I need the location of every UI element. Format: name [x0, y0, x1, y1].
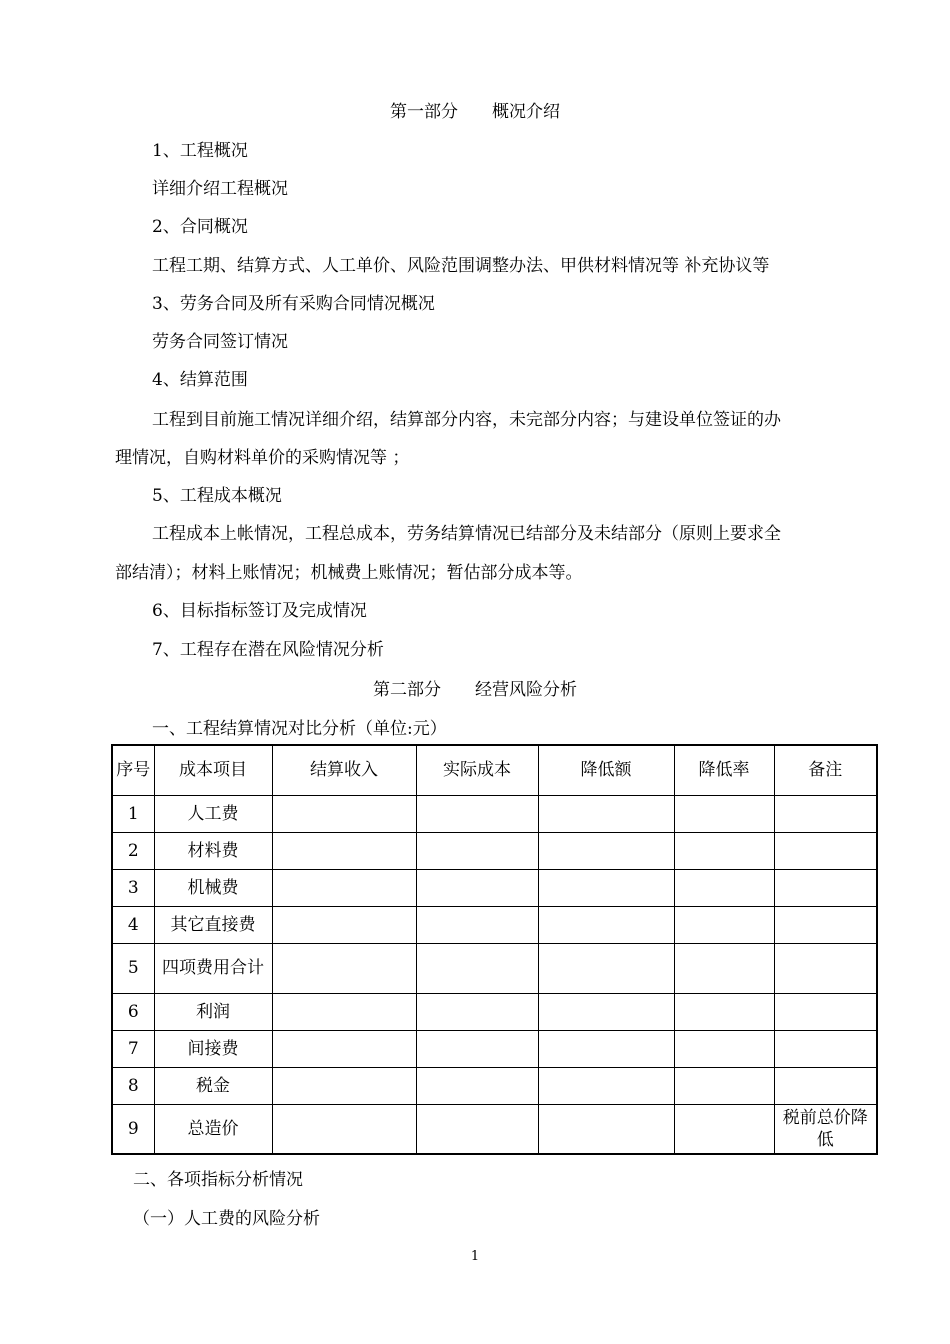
header-actual-cost: 实际成本: [416, 745, 538, 795]
paragraph-3: 劳务合同签订情况: [152, 332, 288, 352]
cell-income: [272, 943, 416, 993]
cell-reduction: [538, 1104, 674, 1154]
row-item: 四项费用合计: [154, 943, 272, 993]
cell-reduction-rate: [674, 906, 774, 943]
table-row: [112, 869, 877, 906]
table-row: [112, 1030, 877, 1067]
cell-reduction: [538, 795, 674, 832]
paragraph-4-line2: 理情况，自购材料单价的采购情况等 ；: [115, 448, 410, 468]
heading-1: 1、工程概况: [152, 141, 248, 161]
cell-actual-cost: [416, 993, 538, 1030]
table-row: [112, 906, 877, 943]
cell-reduction: [538, 906, 674, 943]
row-item: 其它直接费: [154, 906, 272, 943]
table-row: [112, 943, 877, 993]
cell-reduction: [538, 832, 674, 869]
table-caption: 一、工程结算情况对比分析（单位:元）: [152, 719, 447, 739]
heading-7: 7、工程存在潜在风险情况分析: [152, 640, 384, 660]
paragraph-1: 详细介绍工程概况: [152, 179, 288, 199]
part2-title: 第二部分 经营风险分析: [373, 680, 577, 700]
cell-reduction: [538, 1030, 674, 1067]
cell-reduction-rate: [674, 795, 774, 832]
heading-2: 2、合同概况: [152, 217, 248, 237]
table-header-row: [112, 745, 877, 795]
table-row: [112, 993, 877, 1030]
row-note: [774, 1067, 877, 1104]
cell-income: [272, 795, 416, 832]
comparison-table: [111, 744, 878, 1155]
cell-reduction: [538, 993, 674, 1030]
row-note: [774, 869, 877, 906]
cell-reduction: [538, 869, 674, 906]
page-number: 1: [470, 1249, 480, 1264]
cell-actual-cost: [416, 1104, 538, 1154]
cell-income: [272, 906, 416, 943]
row-no: 9: [112, 1104, 154, 1154]
cell-reduction: [538, 943, 674, 993]
cell-reduction-rate: [674, 1067, 774, 1104]
row-no: 4: [112, 906, 154, 943]
heading-6: 6、目标指标签订及完成情况: [152, 601, 367, 621]
table-row: [112, 832, 877, 869]
row-note: [774, 943, 877, 993]
cell-actual-cost: [416, 1067, 538, 1104]
row-no: 2: [112, 832, 154, 869]
cell-reduction-rate: [674, 943, 774, 993]
paragraph-2: 工程工期、结算方式、人工单价、风险范围调整办法、甲供材料情况等 补充协议等: [152, 256, 770, 276]
part1-title: 第一部分 概况介绍: [390, 102, 560, 122]
header-note: 备注: [774, 745, 877, 795]
row-note: [774, 795, 877, 832]
row-no: 7: [112, 1030, 154, 1067]
cell-actual-cost: [416, 943, 538, 993]
cell-income: [272, 1030, 416, 1067]
row-item: 利润: [154, 993, 272, 1030]
table-row: [112, 795, 877, 832]
cell-income: [272, 1067, 416, 1104]
row-note: [774, 832, 877, 869]
row-no: 1: [112, 795, 154, 832]
heading-4: 4、结算范围: [152, 370, 248, 390]
row-item: 材料费: [154, 832, 272, 869]
row-note: [774, 993, 877, 1030]
header-no: 序号: [112, 745, 154, 795]
cell-actual-cost: [416, 1030, 538, 1067]
cell-actual-cost: [416, 832, 538, 869]
header-item: 成本项目: [154, 745, 272, 795]
header-reduction-rate: 降低率: [674, 745, 774, 795]
row-no: 8: [112, 1067, 154, 1104]
cell-actual-cost: [416, 906, 538, 943]
cell-reduction-rate: [674, 1104, 774, 1154]
cell-reduction-rate: [674, 869, 774, 906]
cell-reduction: [538, 1067, 674, 1104]
header-reduction: 降低额: [538, 745, 674, 795]
paragraph-5-line2: 部结清）；材料上账情况；机械费上账情况；暂估部分成本等。: [115, 563, 583, 583]
section-2-1-heading: （一）人工费的风险分析: [133, 1209, 320, 1229]
section-2-heading: 二、各项指标分析情况: [133, 1170, 303, 1190]
heading-3: 3、劳务合同及所有采购合同情况概况: [152, 294, 435, 314]
cell-actual-cost: [416, 869, 538, 906]
row-item: 总造价: [154, 1104, 272, 1154]
cell-income: [272, 993, 416, 1030]
header-income: 结算收入: [272, 745, 416, 795]
row-no: 5: [112, 943, 154, 993]
cell-reduction-rate: [674, 993, 774, 1030]
table-row: [112, 1104, 877, 1154]
cell-reduction-rate: [674, 1030, 774, 1067]
row-item: 机械费: [154, 869, 272, 906]
cell-income: [272, 1104, 416, 1154]
row-item: 税金: [154, 1067, 272, 1104]
cell-income: [272, 832, 416, 869]
paragraph-4-line1: 工程到目前施工情况详细介绍，结算部分内容，未完部分内容；与建设单位签证的办: [152, 410, 781, 430]
paragraph-5-line1: 工程成本上帐情况，工程总成本，劳务结算情况已结部分及未结部分（原则上要求全: [152, 524, 781, 544]
table-row: [112, 1067, 877, 1104]
row-note: [774, 906, 877, 943]
row-item: 人工费: [154, 795, 272, 832]
cell-income: [272, 869, 416, 906]
cell-reduction-rate: [674, 832, 774, 869]
row-note: [774, 1030, 877, 1067]
row-item: 间接费: [154, 1030, 272, 1067]
cell-actual-cost: [416, 795, 538, 832]
heading-5: 5、工程成本概况: [152, 486, 282, 506]
row-no: 6: [112, 993, 154, 1030]
row-no: 3: [112, 869, 154, 906]
row-note: 税前总价降低: [774, 1104, 877, 1154]
